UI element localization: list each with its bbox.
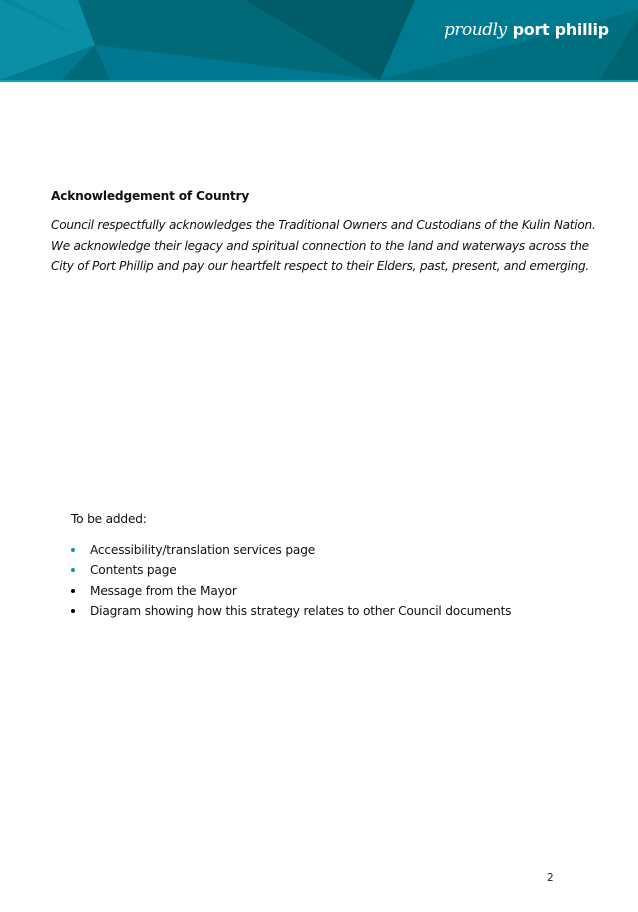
list-item-text: Diagram showing how this strategy relates to other Council documents [90,603,512,618]
list-item [71,560,511,580]
page-header-banner [0,0,638,82]
acknowledgement-body: Council respectfully acknowledges the Traditional Owners and Custodians of the Kulin Nation. We acknowledge their legacy and spiritual connection to the land and waterways across the City of Port Phillip and pay our heartfelt respect to their Elders, past, present, and emerging. [51,218,596,273]
bullet-icon [71,548,75,552]
acknowledgement-heading: Acknowledgement of Country [51,189,250,203]
list-item [71,540,511,560]
to-be-added-list [71,540,511,621]
logo-brand-word: port phillip [512,20,609,39]
list-item [71,601,511,621]
list-item [71,581,511,601]
list-item-text: Contents page [90,563,177,578]
bullet-icon [71,589,75,593]
to-be-added-label: To be added: [71,512,147,526]
page-number: 2 [547,872,554,884]
bullet-icon [71,609,75,613]
list-item-text: Message from the Mayor [90,583,237,598]
logo-script-word: proudly [444,20,507,40]
list-item-text: Accessibility/translation services page [90,543,316,557]
proudly-port-phillip-logo [444,20,609,48]
bullet-icon [71,568,75,572]
